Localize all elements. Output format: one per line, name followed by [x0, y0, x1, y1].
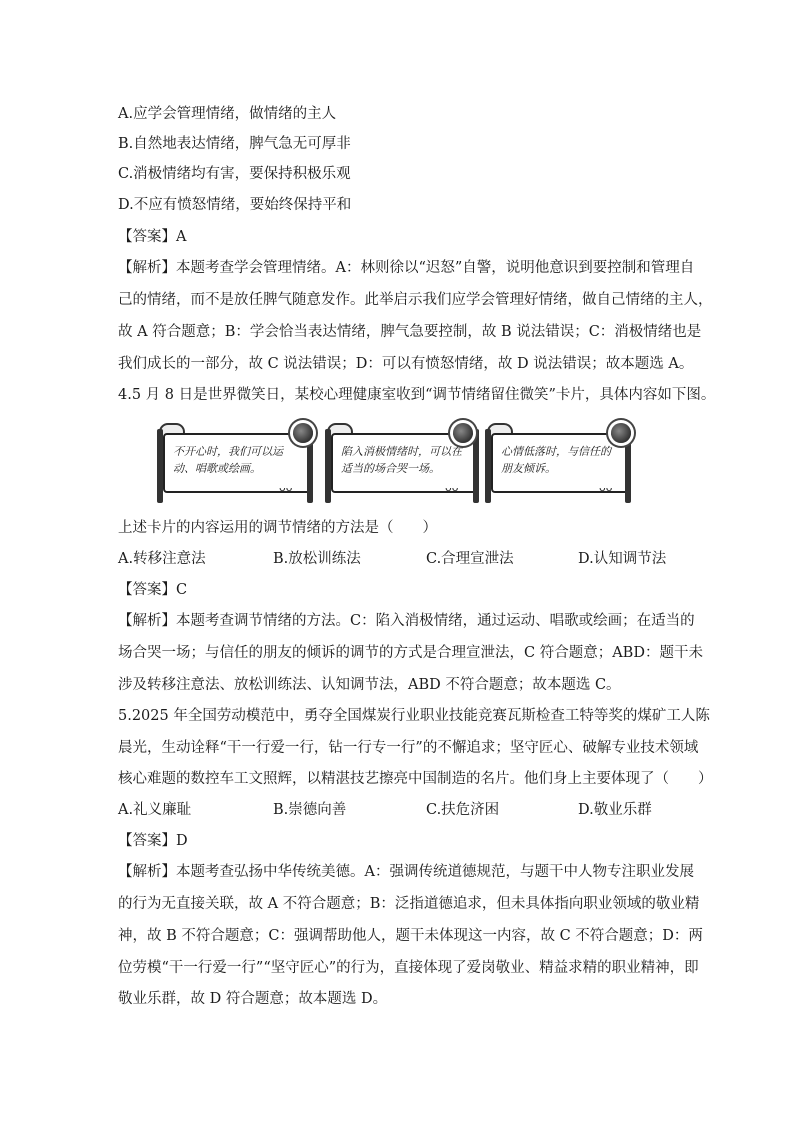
- q3-option-b: B.自然地表达情绪，脾气急无可厚非: [118, 136, 351, 152]
- q5-stem-line: 核心难题的数控车工文照辉，以精湛技艺擦亮中国制造的名片。他们身上主要体现了（ ）: [118, 771, 713, 787]
- q5-stem-line: 5.2025 年全国劳动模范中，勇夺全国煤炭行业职业技能竞赛瓦斯检查工特等奖的煤矿工人陈: [118, 708, 710, 724]
- q3-option-d: D.不应有愤怒情绪，要始终保持平和: [118, 197, 352, 213]
- grass-icon: ᴗᴗ: [279, 481, 293, 494]
- q4-question: 上述卡片的内容运用的调节情绪的方法是（ ）: [118, 520, 437, 536]
- q4-analysis-line: 场合哭一场；与信任的朋友的倾诉的调节的方式是合理宣泄法，C 符合题意；ABD：题干未: [118, 645, 703, 661]
- q4-option-c: C.合理宣泄法: [426, 551, 514, 567]
- q5-analysis-line: 的行为无直接关联，故 A 不符合题意；B：泛指道德追求，但未具体指向职业领域的敬业精: [118, 896, 700, 912]
- q3-analysis-line: 己的情绪，而不是放任脾气随意发作。此举启示我们应学会管理好情绪，做自己情绪的主人，: [118, 292, 713, 308]
- q5-answer: 【答案】D: [118, 833, 188, 849]
- card-post: [473, 429, 479, 503]
- q5-option-b: B.崇德向善: [273, 802, 347, 818]
- q5-option-a: A.礼义廉耻: [118, 802, 192, 818]
- sun-icon: [453, 423, 473, 443]
- q5-analysis-line: 神，故 B 不符合题意；C：强调帮助他人，题干未体现这一内容，故 C 不符合题意；D：两: [118, 928, 703, 944]
- q3-option-c: C.消极情绪均有害，要保持积极乐观: [118, 166, 351, 182]
- q4-option-d: D.认知调节法: [578, 551, 667, 567]
- q3-option-a: A.应学会管理情绪，做情绪的主人: [118, 106, 337, 122]
- card-1-text: 不开心时，我们可以运动、唱歌或绘画。: [173, 445, 283, 475]
- q5-options: [118, 800, 718, 820]
- q5-analysis-line: 位劳模“干一行爱一行”“坚守匠心”的行为，直接体现了爱岗敬业、精益求精的职业精神，即: [118, 960, 699, 976]
- sun-icon: [293, 423, 313, 443]
- q4-analysis-line: 【解析】本题考查调节情绪的方法。C：陷入消极情绪，通过运动、唱歌或绘画；在适当的: [118, 613, 695, 629]
- card-3-text: 心情低落时，与信任的朋友倾诉。: [501, 445, 611, 475]
- sun-icon: [611, 423, 631, 443]
- emotion-cards-illustration: [155, 423, 645, 503]
- q5-option-d: D.敬业乐群: [578, 802, 652, 818]
- q5-stem-line: 晨光，生动诠释“干一行爱一行，钻一行专一行”的不懈追求；坚守匠心、破解专业技术领域: [118, 740, 699, 756]
- grass-icon: ᴗᴗ: [599, 481, 613, 494]
- q4-analysis-line: 涉及转移注意法、放松训练法、认知调节法，ABD 不符合题意；故本题选 C。: [118, 677, 621, 693]
- q3-analysis-line: 故 A 符合题意；B：学会恰当表达情绪，脾气急要控制，故 B 说法错误；C：消极情绪也是: [118, 324, 702, 340]
- q3-answer: 【答案】A: [118, 229, 187, 245]
- q5-analysis-line: 【解析】本题考查弘扬中华传统美德。A：强调传统道德规范，与题干中人物专注职业发展: [118, 864, 694, 880]
- q4-option-a: A.转移注意法: [118, 551, 206, 567]
- q3-analysis-line: 我们成长的一部分，故 C 说法错误；D：可以有愤怒情绪，故 D 说法错误；故本题选 A。: [118, 356, 694, 372]
- grass-icon: ᴗᴗ: [445, 481, 459, 494]
- q4-answer: 【答案】C: [118, 582, 188, 598]
- q4-stem: 4.5 月 8 日是世界微笑日，某校心理健康室收到“调节情绪留住微笑”卡片，具体内容如下图。: [118, 387, 716, 403]
- q4-options: [118, 549, 718, 569]
- card-2-text: 陷入消极情绪时，可以在适当的场合哭一场。: [341, 445, 462, 475]
- q4-option-b: B.放松训练法: [273, 551, 361, 567]
- q3-analysis-line: 【解析】本题考查学会管理情绪。A：林则徐以“迟怒”自警，说明他意识到要控制和管理自: [118, 260, 695, 276]
- q5-analysis-line: 敬业乐群，故 D 符合题意；故本题选 D。: [118, 991, 388, 1007]
- q5-option-c: C.扶危济困: [426, 802, 500, 818]
